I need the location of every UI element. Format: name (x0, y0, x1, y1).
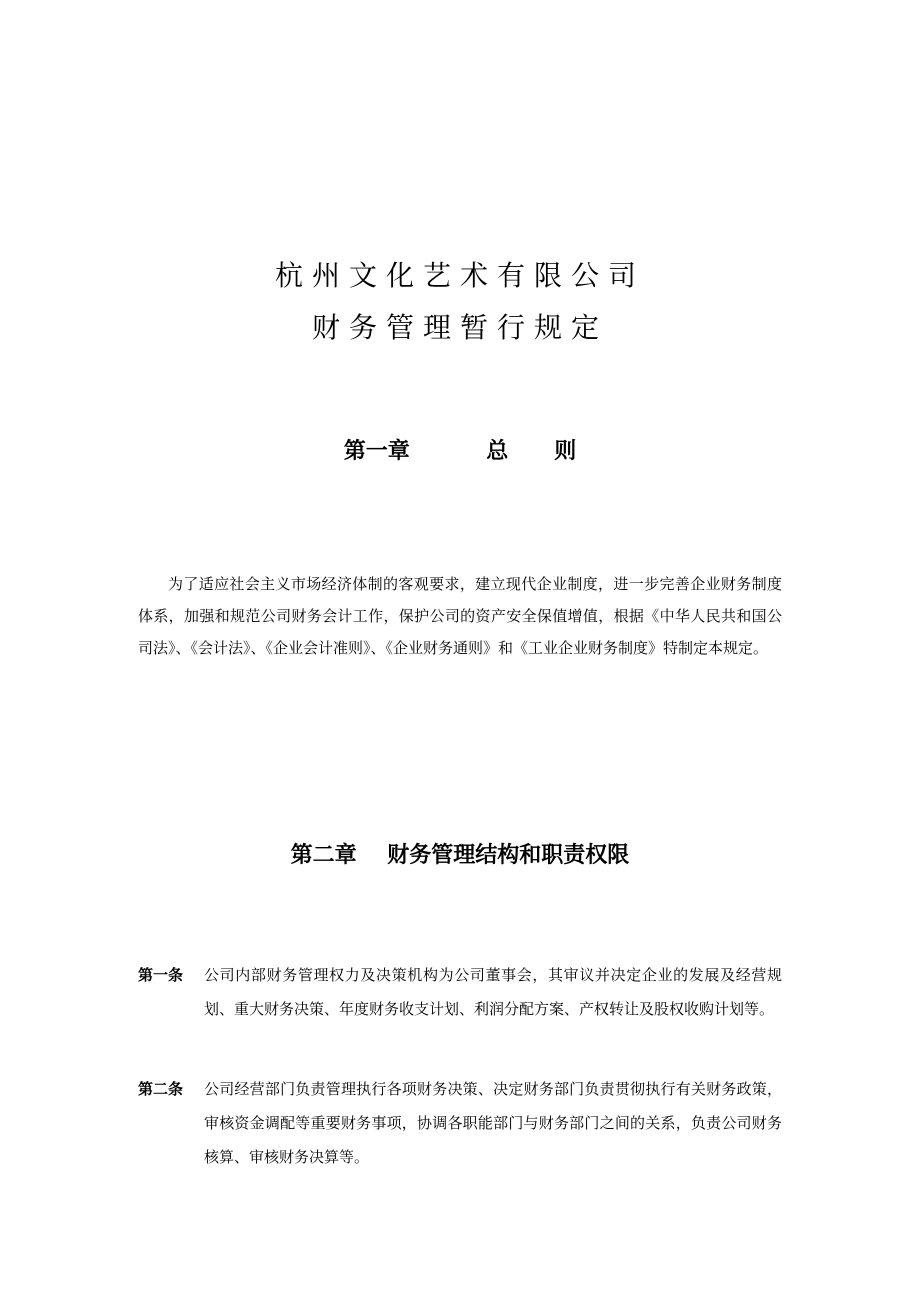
article-1 (138, 958, 782, 1026)
document-title-regulation: 财务管理暂行规定 (311, 311, 608, 344)
article-2-label: 第二条 (138, 1080, 184, 1098)
article-2 (138, 1072, 782, 1174)
chapter-1-heading: 第一章 总 则 (343, 439, 577, 464)
document-title-company: 杭州文化艺术有限公司 (274, 259, 645, 292)
article-1-text: 公司内部财务管理权力及决策机构为公司董事会，其审议并决定企业的发展及经营规划、重大财务决策、年度财务收支计划、利润分配方案、产权转让及股权收购计划等。 (204, 966, 782, 1018)
article-1-label: 第一条 (138, 966, 184, 984)
article-2-text: 公司经营部门负责管理执行各项财务决策、决定财务部门负责贯彻执行有关财务政策，审核资金调配等重要财务事项，协调各职能部门与财务部门之间的关系，负责公司财务核算、审核财务决算等。 (204, 1080, 782, 1166)
chapter-1-paragraph: 为了适应社会主义市场经济体制的客观要求，建立现代企业制度，进一步完善企业财务制度体系，加强和规范公司财务会计工作，保护公司的资产安全保值增值，根据《中华人民共和国公司法》、《会计法》、《企业会计准则》、《企业财务通则》和《工业企业财务制度》特制定本规定。 (138, 575, 782, 657)
chapter-2-heading: 第二章 财务管理结构和职责权限 (290, 843, 630, 868)
